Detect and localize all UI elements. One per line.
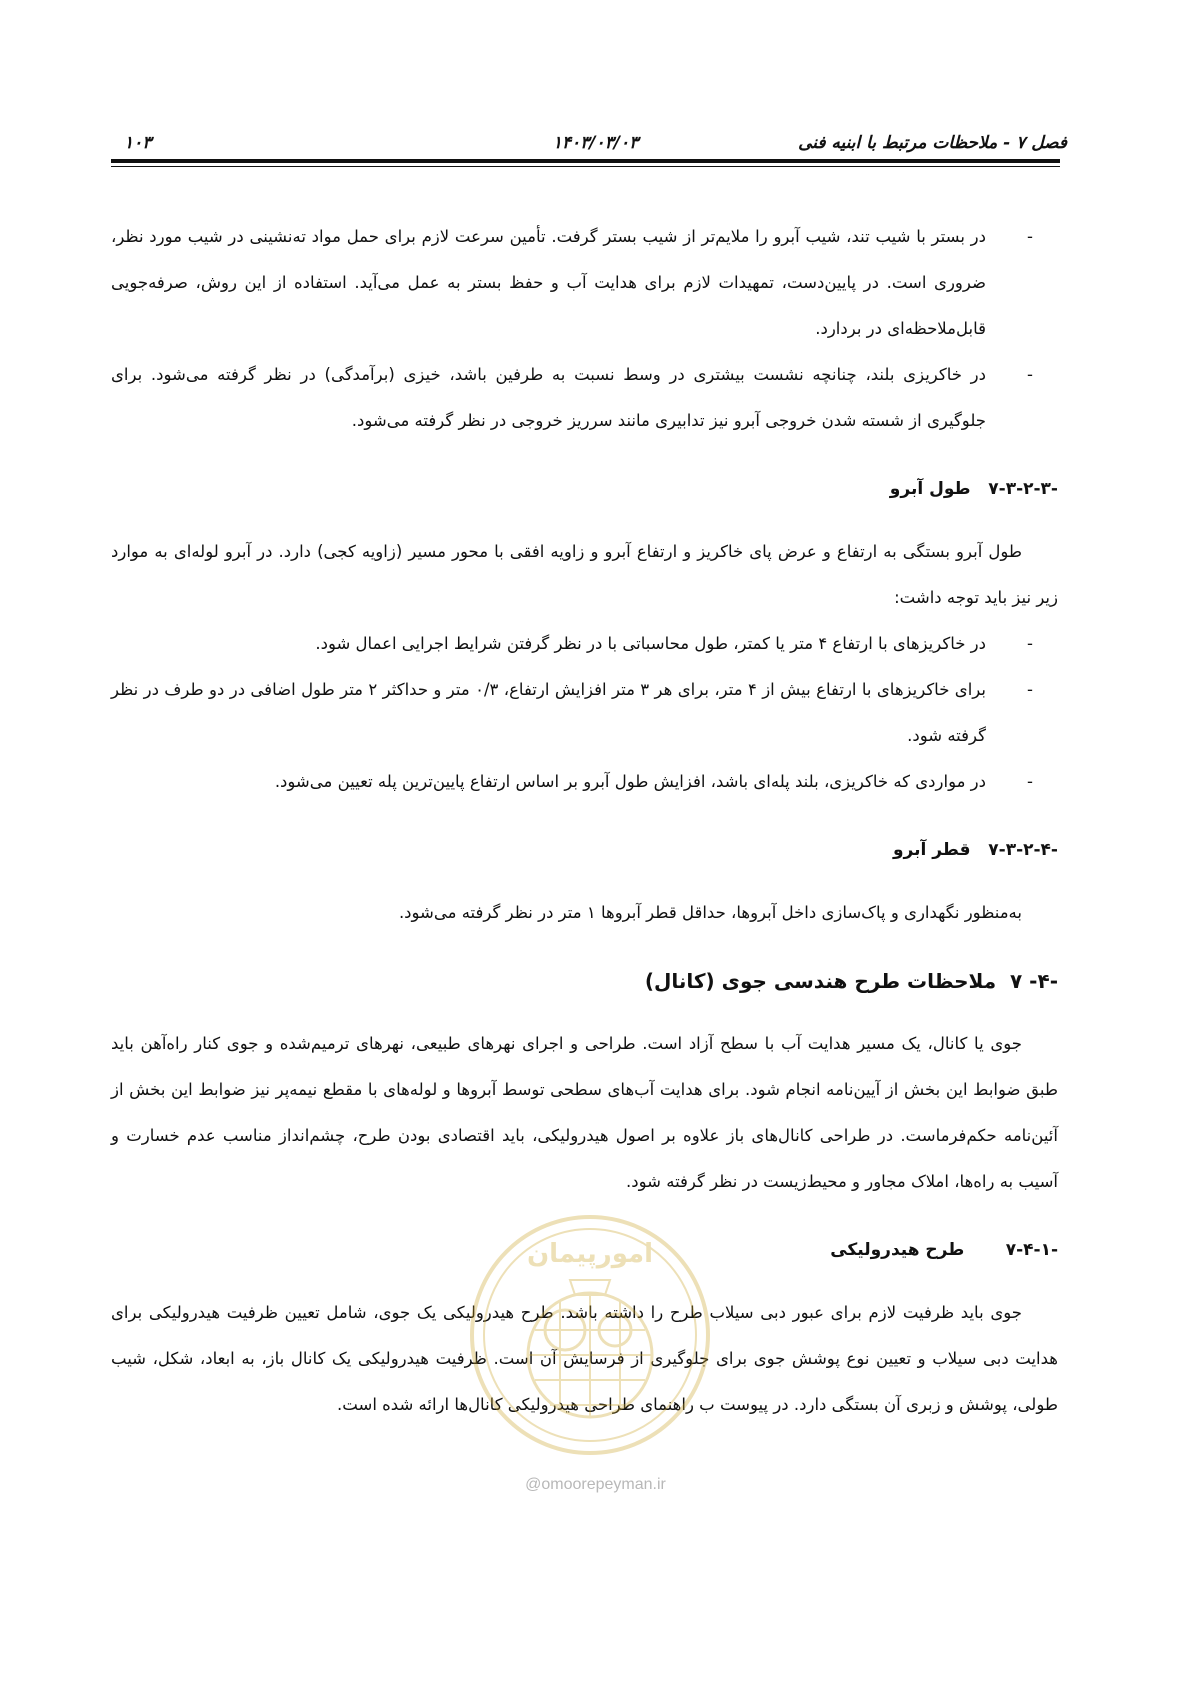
intro-bullet-list [111, 214, 1058, 444]
bullet-text: در مواردی که خاکریزی، بلند پله‌ای باشد، افزایش طول آبرو بر اساس ارتفاع پایین‌ترین پله تعیین می‌شود. [274, 772, 986, 791]
bullet-dash: - [1027, 772, 1033, 791]
list-item [111, 621, 1058, 667]
watermark-seal-icon [465, 1210, 715, 1460]
section-number: ۷-۴-۱- [1005, 1240, 1058, 1260]
list-item [111, 214, 1058, 352]
bullet-text: در خاکریزی بلند، چنانچه نشست بیشتری در وسط نسبت به طرفین باشد، خیزی (برآمدگی) در نظر گرفته می‌شود. برای جلوگیری از شسته شدن خروجی آبرو نیز تدابیری مانند سرریز خروجی در نظر گرفته می‌شود. [111, 365, 986, 430]
section-title: ملاحظات طرح هندسی جوی (کانال) [644, 969, 997, 993]
watermark-url: @omoorepeyman.ir [525, 1476, 666, 1493]
header-rule-thin [111, 166, 1060, 167]
length-bullet-list [111, 621, 1058, 805]
bullet-dash: - [1027, 227, 1033, 246]
page-number: ۱۰۳ [124, 133, 152, 153]
paragraph-hydraulic-design: جوی باید ظرفیت لازم برای عبور دبی سیلاب طرح را داشته باشد. طرح هیدرولیکی یک جوی، شامل تعیین ظرفیت هیدرولیکی برای هدایت دبی سیلاب و تعیین نوع پوشش جوی برای جلوگیری از فرسایش آن است. ظرفیت هیدرولیکی یک کانال باز، به ابعاد، شکل، شیب طولی، پوشش و زبری آن بستگی دارد. در پیوست ب راهنمای طراحی هیدرولیکی کانال‌ها ارائه شده است. [111, 1303, 1058, 1414]
bullet-text: در بستر با شیب تند، شیب آبرو را ملایم‌تر از شیب بستر گرفت. تأمین سرعت لازم برای حمل مواد ته‌نشینی در شیب مورد نظر، ضروری است. در پایین‌دست، تمهیدات لازم برای هدایت آب و حفظ بستر به عمل می‌آید. استفاده از این روش، صرفه‌جویی قابل‌ملاحظه‌ای در بردارد. [111, 227, 986, 338]
bullet-dash: - [1027, 365, 1033, 384]
section-title: طول آبرو [889, 479, 971, 499]
section-title: طرح هیدرولیکی [830, 1240, 965, 1260]
bullet-text: برای خاکریزهای با ارتفاع بیش از ۴ متر، برای هر ۳ متر افزایش ارتفاع، ۰/۳ متر و حداکثر ۲ متر طول اضافی در دو طرف در نظر گرفته شود. [111, 680, 986, 745]
document-date: ۱۴۰۳/۰۳/۰۳ [552, 133, 639, 153]
list-item [111, 352, 1058, 444]
chapter-title: فصل ۷ - ملاحظات مرتبط با ابنیه فنی [798, 133, 1067, 153]
section-title: قطر آبرو [892, 840, 971, 860]
section-number: ۷-۳-۲-۴- [988, 840, 1058, 860]
section-heading-channel-design [111, 958, 1058, 1004]
section-heading-culvert-diameter [111, 827, 1058, 873]
bullet-text: در خاکریزهای با ارتفاع ۴ متر یا کمتر، طول محاسباتی با در نظر گرفتن شرایط اجرایی اعمال شود. [315, 634, 986, 653]
paragraph-culvert-length: طول آبرو بستگی به ارتفاع و عرض پای خاکریز و ارتفاع آبرو و زاویه افقی با محور مسیر (زاویه کجی) دارد. در آبرو لوله‌ای به موارد زیر نیز باید توجه داشت: [111, 542, 1058, 607]
svg-text:امورپیمان: امورپیمان [526, 1239, 654, 1269]
list-item [111, 667, 1058, 759]
paragraph-culvert-diameter: به‌منظور نگهداری و پاک‌سازی داخل آبروها، حداقل قطر آبروها ۱ متر در نظر گرفته می‌شود. [398, 903, 1022, 922]
bullet-dash: - [1027, 634, 1033, 653]
section-heading-culvert-length [111, 466, 1058, 512]
bullet-dash: - [1027, 680, 1033, 699]
section-number: ۷ -۴- [1010, 969, 1058, 993]
list-item [111, 759, 1058, 805]
section-number: ۷-۳-۲-۳- [988, 479, 1058, 499]
header-rule-thick [111, 159, 1060, 163]
paragraph-channel-design: جوی یا کانال، یک مسیر هدایت آب با سطح آزاد است. طراحی و اجرای نهرهای طبیعی، نهرهای ترمیم‌شده و جوی کنار راه‌آهن باید طبق ضوابط این بخش از آیین‌نامه انجام شود. برای هدایت آب‌های سطحی توسط آبروها و لوله‌های با مقطع نیمه‌پر نیز ضوابط این بخش از آئین‌نامه حکم‌فرماست. در طراحی کانال‌های باز علاوه بر اصول هیدرولیکی، باید اقتصادی بودن طرح، چشم‌انداز مناسب عدم خسارت و آسیب به راه‌ها، املاک مجاور و محیط‌زیست در نظر گرفته شود. [111, 1034, 1058, 1191]
